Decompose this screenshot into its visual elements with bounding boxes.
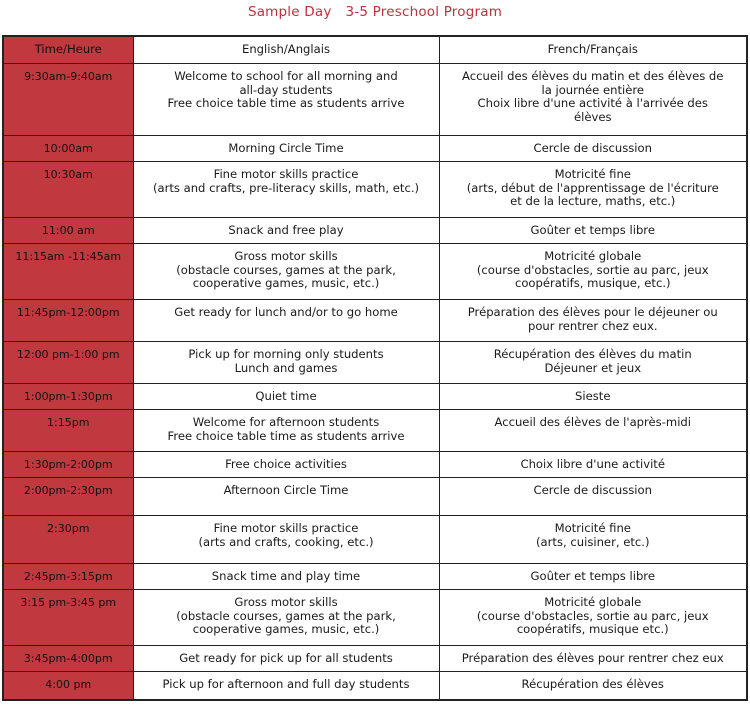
- table-row: [3, 162, 747, 218]
- time-cell: 10:30am: [3, 162, 133, 218]
- cell-line: Gross motor skills: [234, 595, 338, 609]
- french-cell: [439, 478, 747, 516]
- french-cell: [439, 218, 747, 244]
- cell-line: Cercle de discussion: [533, 141, 652, 155]
- french-cell: [439, 342, 747, 384]
- cell-line: cooperative games, music, etc.): [192, 276, 380, 290]
- french-cell: [439, 136, 747, 162]
- cell-line: (arts, début de l'apprentissage de l'écriture: [466, 180, 719, 195]
- table-row: [3, 384, 747, 410]
- cell-line: (course d'obstacles, sortie au parc, jeux: [476, 608, 709, 623]
- french-cell: [439, 384, 747, 410]
- english-cell: [133, 244, 439, 300]
- cell-line: Fine motor skills practice: [213, 167, 359, 181]
- cell-line: (course d'obstacles, sortie au parc, jeux: [476, 262, 709, 277]
- table-row: [3, 564, 747, 590]
- time-cell: 2:30pm: [3, 516, 133, 564]
- time-cell: 1:15pm: [3, 410, 133, 452]
- time-cell: 3:15 pm-3:45 pm: [3, 590, 133, 646]
- english-cell: [133, 384, 439, 410]
- table-row: [3, 300, 747, 342]
- cell-line: Free choice table time as students arrive: [167, 428, 405, 443]
- cell-line: Récupération des élèves du matin: [493, 347, 692, 361]
- cell-line: Préparation des élèves pour rentrer chez eux: [461, 651, 724, 665]
- table-row: [3, 672, 747, 700]
- cell-line: Goûter et temps libre: [530, 223, 655, 237]
- french-cell: [439, 300, 747, 342]
- cell-line: la journée entière: [541, 82, 645, 97]
- cell-line: Préparation des élèves pour le déjeuner ou: [467, 305, 718, 319]
- header-time: Time/Heure: [3, 36, 133, 64]
- table-row: [3, 64, 747, 136]
- cell-line: Fine motor skills practice: [213, 521, 359, 535]
- time-cell: 1:00pm-1:30pm: [3, 384, 133, 410]
- cell-line: coopératifs, musique, etc.): [514, 276, 671, 290]
- table-row: [3, 410, 747, 452]
- cell-line: Welcome for afternoon students: [192, 415, 380, 429]
- cell-line: et de la lecture, maths, etc.): [510, 194, 676, 208]
- cell-line: coopératifs, musique etc.): [516, 622, 669, 636]
- cell-line: Choix libre d'une activité à l'arrivée des: [477, 96, 708, 110]
- time-cell: 2:00pm-2:30pm: [3, 478, 133, 516]
- english-cell: [133, 672, 439, 700]
- time-cell: 11:00 am: [3, 218, 133, 244]
- header-french: French/Français: [439, 36, 747, 64]
- cell-line: Free choice table time as students arrive: [167, 96, 405, 110]
- time-cell: 10:00am: [3, 136, 133, 162]
- header-row: [3, 36, 747, 64]
- cell-line: cooperative games, music, etc.): [192, 622, 380, 636]
- cell-line: Goûter et temps libre: [530, 569, 655, 583]
- english-cell: [133, 218, 439, 244]
- table-row: [3, 244, 747, 300]
- time-cell: 12:00 pm-1:00 pm: [3, 342, 133, 384]
- cell-line: Welcome to school for all morning and: [174, 69, 398, 83]
- cell-line: Sieste: [575, 389, 611, 403]
- time-cell: 11:15am -11:45am: [3, 244, 133, 300]
- title-sample-day: Sample Day: [247, 4, 332, 20]
- cell-line: Lunch and games: [234, 360, 338, 375]
- table-row: [3, 590, 747, 646]
- cell-line: (obstacle courses, games at the park,: [176, 262, 396, 277]
- english-cell: [133, 452, 439, 478]
- cell-line: Gross motor skills: [234, 249, 338, 263]
- cell-line: Cercle de discussion: [533, 483, 652, 497]
- cell-line: pour rentrer chez eux.: [527, 318, 658, 333]
- cell-line: Déjeuner et jeux: [544, 360, 642, 375]
- english-cell: [133, 478, 439, 516]
- english-cell: [133, 590, 439, 646]
- french-cell: [439, 516, 747, 564]
- cell-line: (arts, cuisiner, etc.): [536, 534, 650, 549]
- cell-line: Snack time and play time: [211, 569, 361, 583]
- cell-line: Accueil des élèves de l'après-midi: [494, 415, 692, 429]
- table-row: [3, 136, 747, 162]
- time-cell: 11:45pm-12:00pm: [3, 300, 133, 342]
- table-row: [3, 342, 747, 384]
- table-row: [3, 218, 747, 244]
- cell-line: Snack and free play: [228, 223, 344, 237]
- time-cell: 1:30pm-2:00pm: [3, 452, 133, 478]
- cell-line: Pick up for morning only students: [188, 347, 384, 361]
- french-cell: [439, 590, 747, 646]
- title-program: 3-5 Preschool Program: [345, 4, 503, 20]
- cell-line: Choix libre d'une activité: [520, 457, 665, 471]
- french-cell: [439, 410, 747, 452]
- time-cell: 3:45pm-4:00pm: [3, 646, 133, 672]
- cell-line: (obstacle courses, games at the park,: [176, 608, 396, 623]
- time-cell: 2:45pm-3:15pm: [3, 564, 133, 590]
- table-row: [3, 478, 747, 516]
- french-cell: [439, 646, 747, 672]
- english-cell: [133, 410, 439, 452]
- table-row: [3, 646, 747, 672]
- page-title: [0, 4, 750, 20]
- cell-line: Motricité globale: [544, 595, 642, 609]
- cell-line: (arts and crafts, pre-literacy skills, math, etc.): [152, 180, 420, 195]
- english-cell: [133, 162, 439, 218]
- french-cell: [439, 64, 747, 136]
- english-cell: [133, 516, 439, 564]
- cell-line: Motricité globale: [544, 249, 642, 263]
- cell-line: Récupération des élèves: [521, 677, 664, 691]
- table-row: [3, 516, 747, 564]
- french-cell: [439, 452, 747, 478]
- time-cell: 4:00 pm: [3, 672, 133, 700]
- english-cell: [133, 64, 439, 136]
- english-cell: [133, 646, 439, 672]
- cell-line: Motricité fine: [554, 167, 631, 181]
- cell-line: Get ready for lunch and/or to go home: [174, 305, 398, 319]
- cell-line: Morning Circle Time: [228, 141, 344, 155]
- french-cell: [439, 672, 747, 700]
- french-cell: [439, 244, 747, 300]
- cell-line: élèves: [573, 109, 612, 124]
- cell-line: (arts and crafts, cooking, etc.): [198, 534, 374, 549]
- english-cell: [133, 136, 439, 162]
- cell-line: Quiet time: [255, 389, 317, 403]
- table-row: [3, 452, 747, 478]
- english-cell: [133, 564, 439, 590]
- header-english: English/Anglais: [133, 36, 439, 64]
- english-cell: [133, 300, 439, 342]
- cell-line: Motricité fine: [554, 521, 631, 535]
- cell-line: all-day students: [239, 82, 333, 97]
- cell-line: Get ready for pick up for all students: [179, 651, 393, 665]
- schedule-table: [2, 35, 748, 701]
- cell-line: Pick up for afternoon and full day students: [162, 677, 410, 691]
- cell-line: Free choice activities: [225, 457, 347, 471]
- cell-line: Afternoon Circle Time: [223, 483, 349, 497]
- english-cell: [133, 342, 439, 384]
- french-cell: [439, 162, 747, 218]
- cell-line: Accueil des élèves du matin et des élèves de: [462, 69, 724, 83]
- time-cell: 9:30am-9:40am: [3, 64, 133, 136]
- french-cell: [439, 564, 747, 590]
